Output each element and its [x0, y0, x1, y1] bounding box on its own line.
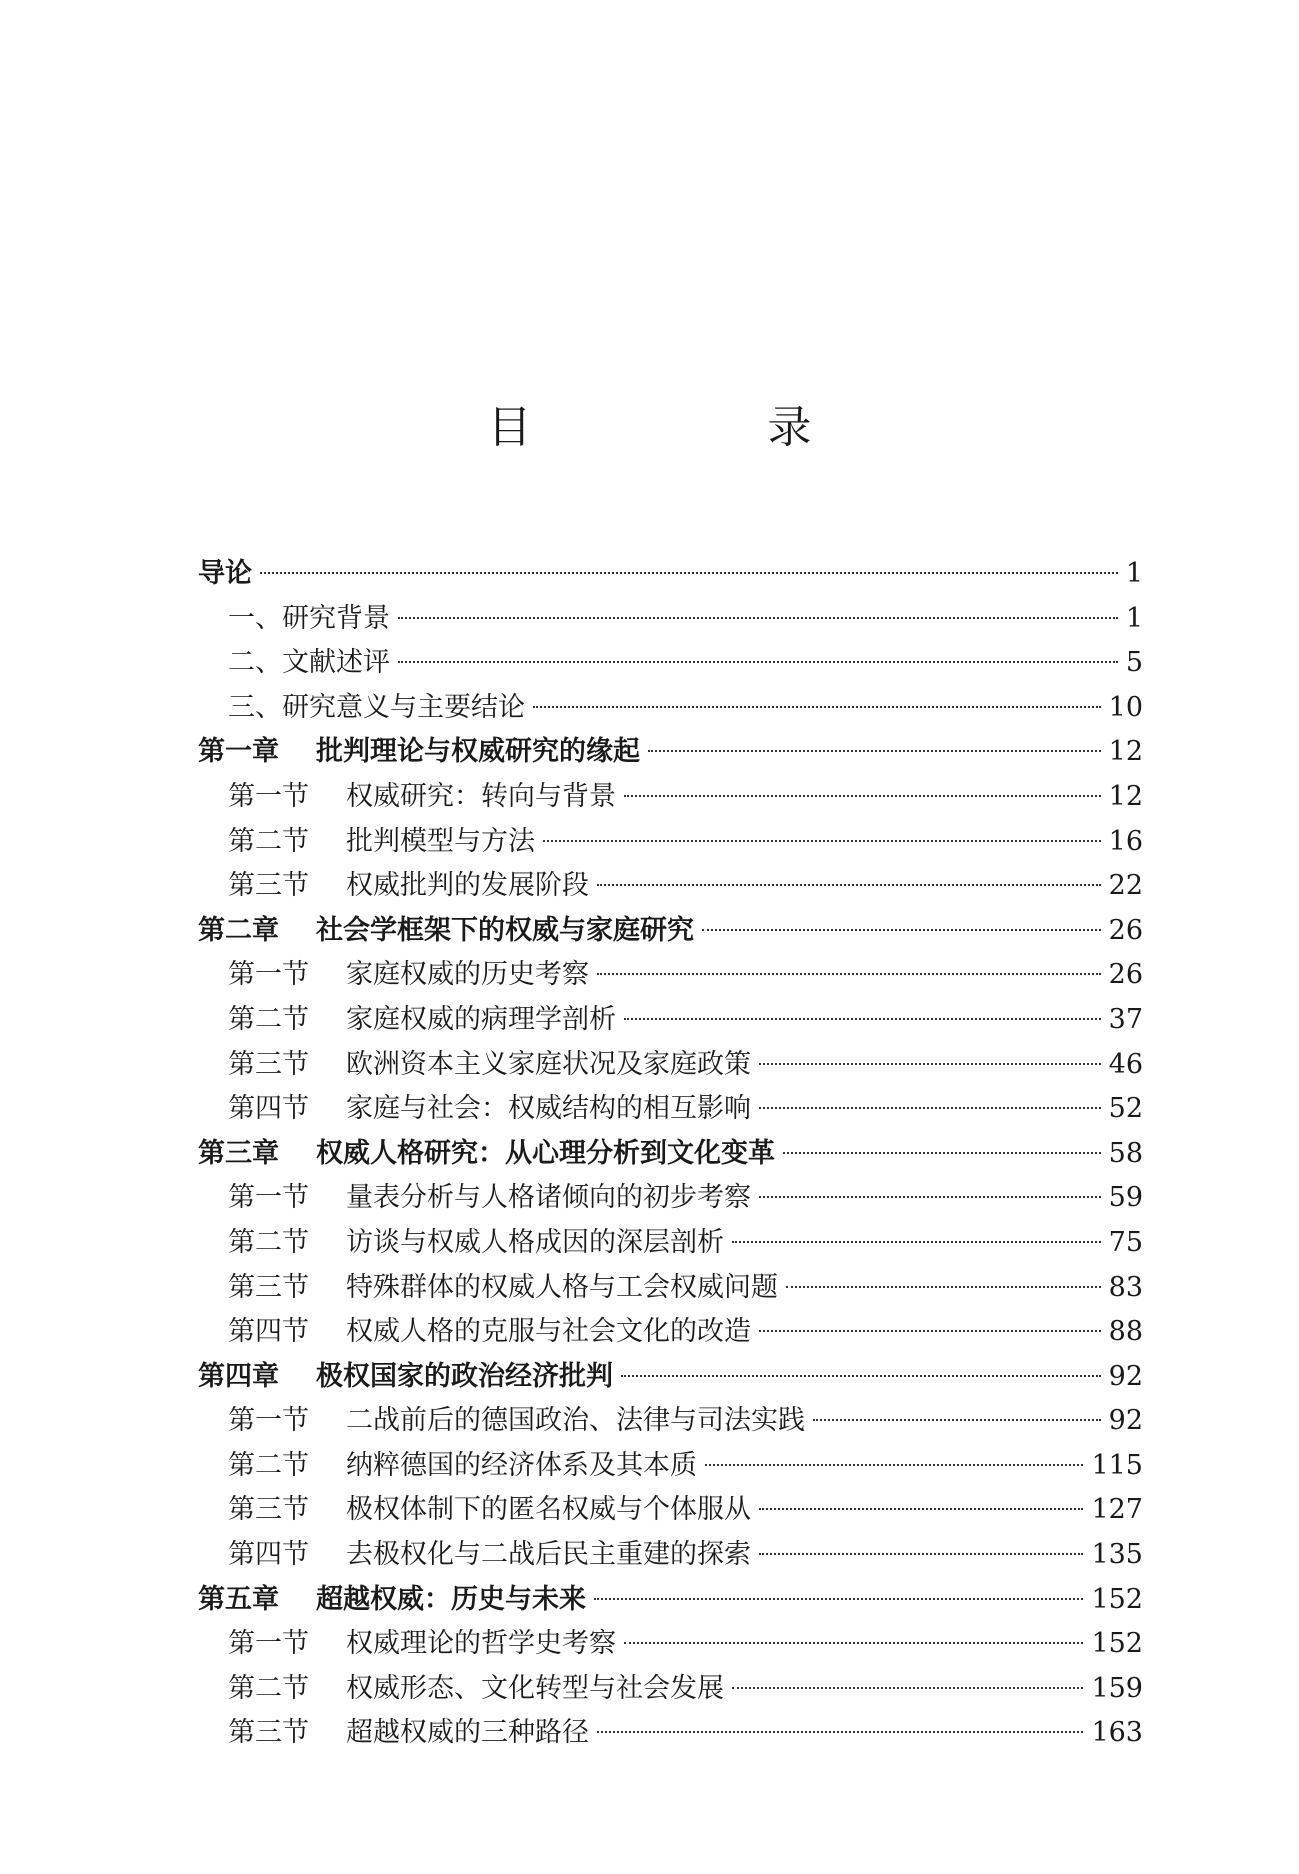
- toc-entry-page-number: 163: [1091, 1717, 1143, 1749]
- toc-entry-label: [228, 998, 616, 1043]
- dot-leader: [705, 1464, 1083, 1466]
- toc-entry-page-number: 152: [1091, 1628, 1143, 1660]
- toc-section-entry[interactable]: [198, 686, 1143, 731]
- toc-entry-title: 权威批判的发展阶段: [346, 870, 589, 902]
- toc-entry-number: 第二节: [228, 825, 309, 857]
- toc-entry-label: [198, 730, 640, 775]
- toc-section-entry[interactable]: [198, 1043, 1143, 1088]
- toc-entry-label: [228, 597, 390, 642]
- toc-entry-page-number: 75: [1108, 1226, 1143, 1258]
- toc-entry-label: [228, 864, 589, 909]
- toc-section-entry[interactable]: [198, 1667, 1143, 1712]
- toc-entry-number: 第二节: [228, 1449, 309, 1481]
- toc-entry-label: [228, 1266, 778, 1311]
- toc-entry-number: 第三节: [228, 1494, 309, 1526]
- toc-entry-title: 权威人格的克服与社会文化的改造: [346, 1316, 751, 1348]
- toc-entry-number: 第一节: [228, 1182, 309, 1214]
- toc-entry-label: [228, 1667, 724, 1712]
- toc-section-entry[interactable]: [198, 775, 1143, 820]
- toc-entry-page-number: 1: [1125, 602, 1143, 634]
- toc-entry-label: [198, 909, 694, 954]
- dot-leader: [759, 1330, 1101, 1332]
- toc-entry-page-number: 12: [1108, 736, 1143, 768]
- toc-section-entry[interactable]: [198, 1622, 1143, 1667]
- toc-chapter-entry[interactable]: [198, 1578, 1143, 1623]
- toc-entry-page-number: 88: [1108, 1316, 1143, 1348]
- toc-entry-number: 第一章: [198, 736, 279, 768]
- toc-section-entry[interactable]: [198, 998, 1143, 1043]
- toc-entry-label: [228, 1711, 589, 1756]
- toc-entry-label: [228, 775, 616, 820]
- toc-entry-number: 第三节: [228, 1271, 309, 1303]
- toc-entry-label: [228, 1176, 751, 1221]
- toc-section-entry[interactable]: [198, 1266, 1143, 1311]
- toc-section-entry[interactable]: [198, 864, 1143, 909]
- toc-entry-page-number: 26: [1108, 959, 1143, 991]
- dot-leader: [597, 1731, 1083, 1733]
- dot-leader: [759, 1508, 1083, 1510]
- table-of-contents: [198, 552, 1143, 1756]
- toc-entry-label: [228, 820, 535, 865]
- toc-entry-number: 第四节: [228, 1539, 309, 1571]
- toc-entry-number: 第二节: [228, 1003, 309, 1035]
- toc-entry-title: 权威形态、文化转型与社会发展: [346, 1672, 724, 1704]
- toc-section-entry[interactable]: [198, 641, 1143, 686]
- toc-entry-number: 第二节: [228, 1226, 309, 1258]
- toc-entry-page-number: 127: [1091, 1494, 1143, 1526]
- toc-chapter-entry[interactable]: [198, 1355, 1143, 1400]
- toc-entry-title: 纳粹德国的经济体系及其本质: [346, 1449, 697, 1481]
- toc-entry-number: 第二节: [228, 1672, 309, 1704]
- toc-entry-page-number: 159: [1091, 1672, 1143, 1704]
- dot-leader: [597, 973, 1101, 975]
- dot-leader: [624, 795, 1101, 797]
- toc-entry-label: [198, 552, 252, 597]
- toc-section-entry[interactable]: [198, 1087, 1143, 1132]
- toc-entry-label: [228, 1533, 751, 1578]
- toc-entry-page-number: 152: [1091, 1583, 1143, 1615]
- dot-leader: [702, 929, 1101, 931]
- toc-entry-title: 社会学框架下的权威与家庭研究: [316, 914, 694, 946]
- toc-entry-title: 批判模型与方法: [346, 825, 535, 857]
- toc-entry-title: 量表分析与人格诸倾向的初步考察: [346, 1182, 751, 1214]
- toc-entry-page-number: 12: [1108, 780, 1143, 812]
- toc-entry-title: 极权体制下的匿名权威与个体服从: [346, 1494, 751, 1526]
- toc-entry-title: 批判理论与权威研究的缘起: [316, 736, 640, 768]
- dot-leader: [783, 1152, 1101, 1154]
- dot-leader: [759, 1107, 1101, 1109]
- toc-entry-title: 去极权化与二战后民主重建的探索: [346, 1539, 751, 1571]
- toc-entry-title: 权威理论的哲学史考察: [346, 1628, 616, 1660]
- toc-entry-page-number: 52: [1108, 1093, 1143, 1125]
- toc-entry-title: 极权国家的政治经济批判: [316, 1360, 613, 1392]
- toc-entry-page-number: 37: [1108, 1003, 1143, 1035]
- toc-section-entry[interactable]: [198, 1488, 1143, 1533]
- toc-entry-page-number: 92: [1108, 1360, 1143, 1392]
- toc-entry-label: [228, 953, 589, 998]
- toc-chapter-entry[interactable]: [198, 552, 1143, 597]
- dot-leader: [732, 1241, 1101, 1243]
- toc-entry-page-number: 115: [1091, 1449, 1143, 1481]
- dot-leader: [786, 1286, 1101, 1288]
- toc-entry-label: [198, 1132, 775, 1177]
- toc-entry-number: 第一节: [228, 1405, 309, 1437]
- toc-entry-label: [228, 1622, 616, 1667]
- toc-entry-number: 第五章: [198, 1583, 279, 1615]
- toc-entry-page-number: 58: [1108, 1137, 1143, 1169]
- toc-entry-label: [198, 1578, 586, 1623]
- dot-leader: [759, 1196, 1101, 1198]
- toc-entry-number: 第三章: [198, 1137, 279, 1169]
- toc-chapter-entry[interactable]: [198, 730, 1143, 775]
- toc-entry-label: [228, 1043, 751, 1088]
- toc-entry-title: 特殊群体的权威人格与工会权威问题: [346, 1271, 778, 1303]
- toc-entry-title: 家庭权威的历史考察: [346, 959, 589, 991]
- toc-entry-number: 第一节: [228, 1628, 309, 1660]
- dot-leader: [732, 1687, 1083, 1689]
- toc-entry-page-number: 22: [1108, 870, 1143, 902]
- toc-section-entry[interactable]: [198, 1711, 1143, 1756]
- toc-entry-page-number: 1: [1125, 558, 1143, 589]
- toc-entry-number: 第一节: [228, 780, 309, 812]
- toc-section-entry[interactable]: [198, 953, 1143, 998]
- toc-section-entry[interactable]: [198, 1444, 1143, 1489]
- dot-leader: [648, 750, 1101, 752]
- toc-entry-page-number: 59: [1108, 1182, 1143, 1214]
- toc-entry-title: 超越权威：历史与未来: [316, 1583, 586, 1615]
- toc-entry-label: [228, 1310, 751, 1355]
- toc-entry-title: 家庭与社会：权威结构的相互影响: [346, 1093, 751, 1125]
- dot-leader: [398, 661, 1118, 663]
- toc-entry-label: [198, 1355, 613, 1400]
- toc-chapter-entry[interactable]: [198, 909, 1143, 954]
- toc-entry-number: 第三节: [228, 870, 309, 902]
- toc-entry-label: [228, 1444, 697, 1489]
- toc-section-entry[interactable]: [198, 820, 1143, 865]
- dot-leader: [260, 572, 1118, 574]
- toc-entry-label: [228, 1221, 724, 1266]
- dot-leader: [624, 1018, 1101, 1020]
- toc-entry-title: 一、研究背景: [228, 602, 390, 634]
- toc-entry-title: 欧洲资本主义家庭状况及家庭政策: [346, 1048, 751, 1080]
- toc-entry-label: [228, 641, 390, 686]
- toc-entry-page-number: 26: [1108, 914, 1143, 946]
- toc-section-entry[interactable]: [198, 1310, 1143, 1355]
- dot-leader: [398, 617, 1118, 619]
- toc-entry-title: 访谈与权威人格成因的深层剖析: [346, 1226, 724, 1258]
- toc-entry-title: 权威研究：转向与背景: [346, 780, 616, 812]
- toc-section-entry[interactable]: [198, 1176, 1143, 1221]
- toc-entry-title: 三、研究意义与主要结论: [228, 691, 525, 723]
- toc-entry-label: [228, 686, 525, 731]
- toc-entry-page-number: 135: [1091, 1539, 1143, 1571]
- toc-entry-label: [228, 1488, 751, 1533]
- toc-entry-number: 第四节: [228, 1316, 309, 1348]
- toc-entry-label: [228, 1087, 751, 1132]
- toc-entry-page-number: 92: [1108, 1405, 1143, 1437]
- dot-leader: [759, 1553, 1083, 1555]
- toc-entry-number: 第三节: [228, 1048, 309, 1080]
- toc-entry-title: 二战前后的德国政治、法律与司法实践: [346, 1405, 805, 1437]
- toc-entry-page-number: 46: [1108, 1048, 1143, 1080]
- toc-section-entry[interactable]: [198, 1399, 1143, 1444]
- dot-leader: [543, 840, 1101, 842]
- page-title: 目 录: [487, 402, 908, 453]
- toc-entry-page-number: 83: [1108, 1271, 1143, 1303]
- toc-entry-title: 导论: [198, 558, 252, 589]
- toc-entry-page-number: 5: [1125, 647, 1143, 679]
- dot-leader: [621, 1375, 1101, 1377]
- toc-entry-number: 第一节: [228, 959, 309, 991]
- toc-entry-title: 超越权威的三种路径: [346, 1717, 589, 1749]
- toc-entry-page-number: 16: [1108, 825, 1143, 857]
- toc-entry-label: [228, 1399, 805, 1444]
- toc-section-entry[interactable]: [198, 1533, 1143, 1578]
- toc-entry-number: 第二章: [198, 914, 279, 946]
- toc-entry-number: 第四节: [228, 1093, 309, 1125]
- toc-entry-title: 家庭权威的病理学剖析: [346, 1003, 616, 1035]
- toc-section-entry[interactable]: [198, 597, 1143, 642]
- dot-leader: [813, 1419, 1101, 1421]
- toc-entry-page-number: 10: [1108, 691, 1143, 723]
- toc-entry-title: 权威人格研究：从心理分析到文化变革: [316, 1137, 775, 1169]
- dot-leader: [594, 1598, 1083, 1600]
- dot-leader: [597, 884, 1101, 886]
- toc-chapter-entry[interactable]: [198, 1132, 1143, 1177]
- dot-leader: [624, 1642, 1083, 1644]
- toc-entry-title: 二、文献述评: [228, 647, 390, 679]
- toc-entry-number: 第四章: [198, 1360, 279, 1392]
- dot-leader: [533, 706, 1101, 708]
- toc-entry-number: 第三节: [228, 1717, 309, 1749]
- dot-leader: [759, 1063, 1101, 1065]
- toc-section-entry[interactable]: [198, 1221, 1143, 1266]
